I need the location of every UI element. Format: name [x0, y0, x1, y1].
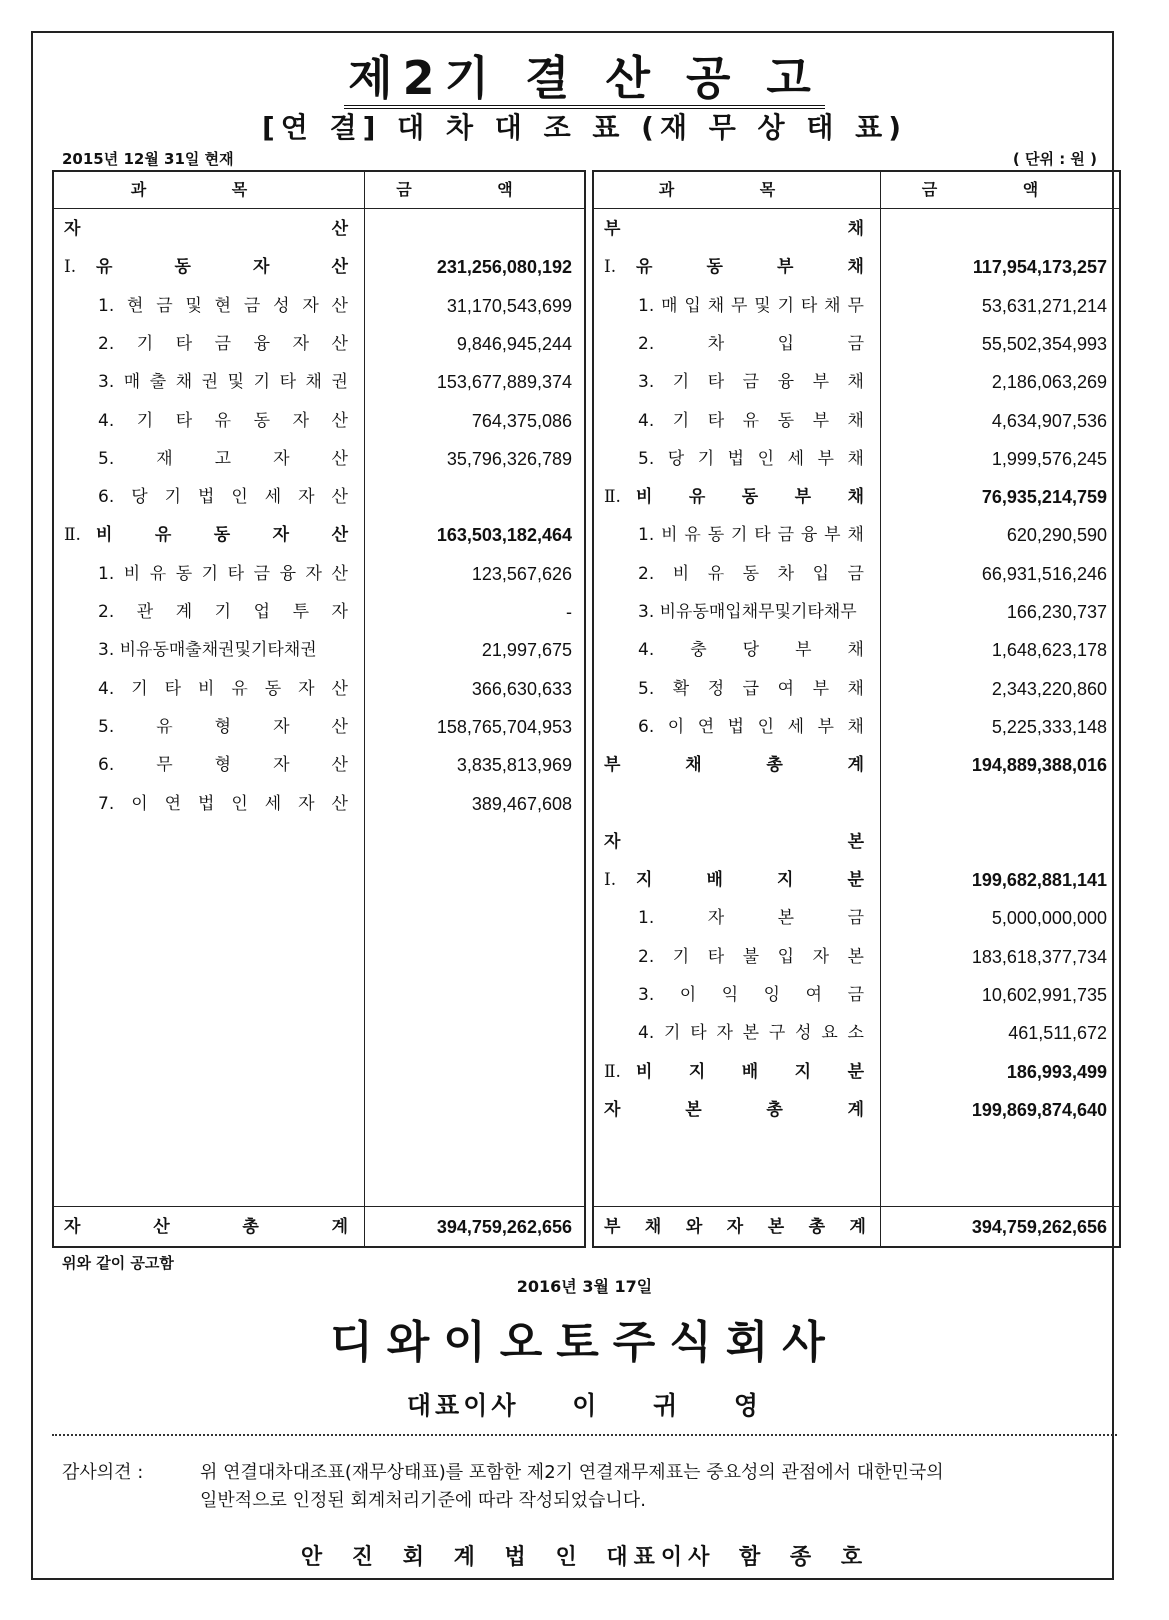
assets-table — [52, 170, 586, 1248]
item-label: 5. 재 고 자 산 — [98, 448, 348, 469]
right-row — [594, 287, 1119, 325]
subject-header: 과 목 — [130, 180, 288, 199]
item-label: 2. 관 계 기 업 투 자 — [98, 602, 348, 622]
item-amount: 66,931,516,246 — [981, 563, 1107, 584]
right-row — [594, 861, 1119, 899]
item-amount: 2,186,063,269 — [991, 372, 1107, 393]
left-row — [54, 631, 584, 669]
item-amount: 35,796,326,789 — [446, 448, 572, 469]
item-label: 지 배 지 분 — [636, 870, 864, 891]
item-amount: 366,630,633 — [471, 678, 572, 699]
right-row — [594, 1014, 1119, 1052]
roman-numeral: Ⅱ. — [604, 1061, 621, 1082]
right-row — [594, 325, 1119, 363]
right-row — [594, 823, 1119, 861]
item-amount: 3,835,813,969 — [456, 755, 572, 776]
left-row — [54, 785, 584, 823]
left-row — [54, 670, 584, 708]
right-row — [594, 1091, 1119, 1129]
item-label: 1. 비 유 동 기 타 금 융 부 채 — [638, 525, 864, 546]
item-label: 4. 충 당 부 채 — [638, 640, 864, 661]
item-label: 5. 확 정 급 여 부 채 — [638, 678, 864, 699]
item-label: 4. 기 타 유 동 부 채 — [638, 410, 864, 431]
right-row — [594, 210, 1119, 248]
item-amount: 1,648,623,178 — [991, 640, 1107, 661]
item-amount: 199,682,881,141 — [971, 870, 1107, 891]
item-label: 자 본 — [604, 831, 864, 852]
left-row — [54, 746, 584, 784]
item-label: 자 본 총 계 — [604, 1099, 864, 1120]
item-label: 2. 차 입 금 — [638, 333, 864, 354]
item-amount: 199,869,874,640 — [971, 1099, 1107, 1120]
right-row — [594, 1053, 1119, 1091]
item-label: 3. 기 타 금 융 부 채 — [638, 372, 864, 393]
item-label: 비 유 동 부 채 — [636, 487, 864, 508]
item-label: 자 산 — [64, 219, 348, 239]
item-label: 4. 기 타 비 유 동 자 산 — [98, 678, 348, 699]
item-label: 3. 매 출 채 권 및 기 타 채 권 — [98, 372, 348, 393]
header-divider — [54, 208, 584, 209]
item-label: 5. 당 기 법 인 세 부 채 — [638, 448, 864, 469]
item-amount: 163,503,182,464 — [436, 525, 572, 546]
audit-opinion-label: 감사의견 : — [62, 1462, 144, 1483]
item-label: 1. 매 입 채 무 및 기 타 채 무 — [638, 295, 864, 316]
item-amount: 194,889,388,016 — [971, 755, 1107, 776]
notice-date: 2016년 3월 17일 — [516, 1277, 653, 1296]
item-label: 1. 비 유 동 기 타 금 융 자 산 — [98, 563, 348, 584]
item-amount: 461,511,672 — [1008, 1023, 1107, 1044]
item-label: 1. 현 금 및 현 금 성 자 산 — [98, 295, 348, 316]
roman-numeral: Ⅰ. — [604, 257, 617, 278]
item-label: 비 지 배 지 분 — [636, 1061, 864, 1082]
dotted-divider — [52, 1434, 1117, 1436]
item-label: 7. 이 연 법 인 세 자 산 — [98, 793, 348, 814]
left-row — [54, 402, 584, 440]
assets-total-label: 자 산 총 계 — [64, 1217, 348, 1237]
liabilities-equity-total-row — [594, 1208, 1119, 1246]
total-divider — [594, 1206, 1119, 1207]
item-amount: 5,225,333,148 — [991, 716, 1107, 737]
right-row — [594, 440, 1119, 478]
assets-total-amount: 394,759,262,656 — [436, 1217, 572, 1237]
roman-numeral: Ⅱ. — [64, 525, 81, 546]
item-amount: 158,765,704,953 — [436, 716, 572, 737]
right-row — [594, 976, 1119, 1014]
item-amount: 186,993,499 — [1006, 1061, 1107, 1082]
right-row — [594, 555, 1119, 593]
right-row — [594, 785, 1119, 823]
liabilities-equity-table — [592, 170, 1121, 1248]
item-label: 6. 당 기 법 인 세 자 산 — [98, 487, 348, 508]
right-row — [594, 363, 1119, 401]
item-label: 3. 이 익 잉 여 금 — [638, 985, 864, 1005]
item-label: 6. 이 연 법 인 세 부 채 — [638, 716, 864, 737]
amount-header: 금 액 — [396, 180, 553, 199]
roman-numeral: Ⅰ. — [604, 870, 617, 891]
page-title — [0, 42, 1169, 108]
subject-header: 과 목 — [658, 180, 816, 199]
right-row — [594, 402, 1119, 440]
liabilities-equity-total-label: 부 채 와 자 본 총 계 — [604, 1217, 866, 1237]
item-label: 유 동 자 산 — [96, 257, 348, 278]
left-row — [54, 478, 584, 516]
item-label: 1. 자 본 금 — [638, 908, 864, 929]
notice-statement: 위와 같이 공고함 — [62, 1254, 174, 1272]
assets-total-row — [54, 1208, 584, 1246]
item-label: 4. 기 타 유 동 자 산 — [98, 410, 348, 431]
page-title-text: 제2기 결 산 공 고 — [344, 51, 825, 109]
right-row — [594, 938, 1119, 976]
item-amount: 9,846,945,244 — [456, 333, 572, 354]
item-label: 유 동 부 채 — [636, 257, 864, 278]
liabilities-equity-total-amount: 394,759,262,656 — [971, 1217, 1107, 1237]
item-amount: 31,170,543,699 — [446, 295, 572, 316]
item-amount: 5,000,000,000 — [991, 908, 1107, 929]
right-row — [594, 670, 1119, 708]
item-label: 부 채 — [604, 219, 864, 239]
item-amount: 10,602,991,735 — [981, 985, 1107, 1005]
item-amount: 21,997,675 — [481, 640, 572, 661]
item-amount: 1,999,576,245 — [991, 448, 1107, 469]
audit-opinion-line1: 위 연결대차대조표(재무상태표)를 포함한 제2기 연결재무제표는 중요성의 관점에서 대한민국의 — [200, 1462, 944, 1483]
item-label: 6. 무 형 자 산 — [98, 755, 348, 776]
right-row — [594, 708, 1119, 746]
item-amount: 55,502,354,993 — [981, 333, 1107, 354]
item-amount: 53,631,271,214 — [981, 295, 1107, 316]
item-amount: 231,256,080,192 — [436, 257, 572, 278]
item-label: 2. 비 유 동 차 입 금 — [638, 563, 864, 584]
left-row — [54, 708, 584, 746]
right-row — [594, 478, 1119, 516]
item-label: 부 채 총 계 — [604, 755, 864, 776]
left-row — [54, 248, 584, 286]
item-amount: - — [566, 602, 572, 622]
left-row — [54, 440, 584, 478]
item-amount: 153,677,889,374 — [436, 372, 572, 393]
page-subtitle: [연 결] 대 차 대 조 표 (재 무 상 태 표) — [262, 111, 907, 144]
item-amount: 764,375,086 — [471, 410, 572, 431]
item-label: 5. 유 형 자 산 — [98, 716, 348, 737]
right-row — [594, 593, 1119, 631]
item-amount: 76,935,214,759 — [981, 487, 1107, 508]
left-row — [54, 516, 584, 554]
item-label: 2. 기 타 금 융 자 산 — [98, 333, 348, 354]
item-label: 3. 비유동매출채권및기타채권 — [98, 640, 317, 661]
item-label: 3. 비유동매입채무및기타채무 — [638, 602, 857, 622]
item-label: 4. 기 타 자 본 구 성 요 소 — [638, 1023, 864, 1044]
item-label: 비 유 동 자 산 — [96, 525, 348, 546]
left-row — [54, 325, 584, 363]
item-amount: 166,230,737 — [1006, 602, 1107, 622]
left-row — [54, 210, 584, 248]
item-amount: 4,634,907,536 — [991, 410, 1107, 431]
unit-label: ( 단위 : 원 ) — [1012, 150, 1097, 168]
left-row — [54, 363, 584, 401]
left-row — [54, 593, 584, 631]
right-row — [594, 248, 1119, 286]
item-amount: 183,618,377,734 — [971, 946, 1107, 967]
item-label: 2. 기 타 불 입 자 본 — [638, 946, 864, 967]
right-row — [594, 516, 1119, 554]
item-amount: 123,567,626 — [471, 563, 572, 584]
left-row — [54, 555, 584, 593]
audit-opinion-line2: 일반적으로 인정된 회계처리기준에 따라 작성되었습니다. — [200, 1490, 646, 1511]
right-row — [594, 631, 1119, 669]
item-amount: 2,343,220,860 — [991, 678, 1107, 699]
total-divider — [54, 1206, 584, 1207]
left-row — [54, 287, 584, 325]
header-divider — [594, 208, 1119, 209]
roman-numeral: Ⅰ. — [64, 257, 77, 278]
company-name: 디와이오토주식회사 — [330, 1317, 839, 1368]
auditor-name: 안 진 회 계 법 인 대표이사 함 종 호 — [300, 1545, 869, 1570]
item-amount: 620,290,590 — [1006, 525, 1107, 546]
item-amount: 389,467,608 — [471, 793, 572, 814]
amount-header: 금 액 — [921, 180, 1079, 199]
roman-numeral: Ⅱ. — [604, 487, 621, 508]
ceo-name: 대표이사 이 귀 영 — [406, 1391, 763, 1420]
item-amount: 117,954,173,257 — [972, 257, 1107, 278]
right-row — [594, 746, 1119, 784]
right-row — [594, 899, 1119, 937]
as-of-date: 2015년 12월 31일 현재 — [62, 150, 234, 168]
